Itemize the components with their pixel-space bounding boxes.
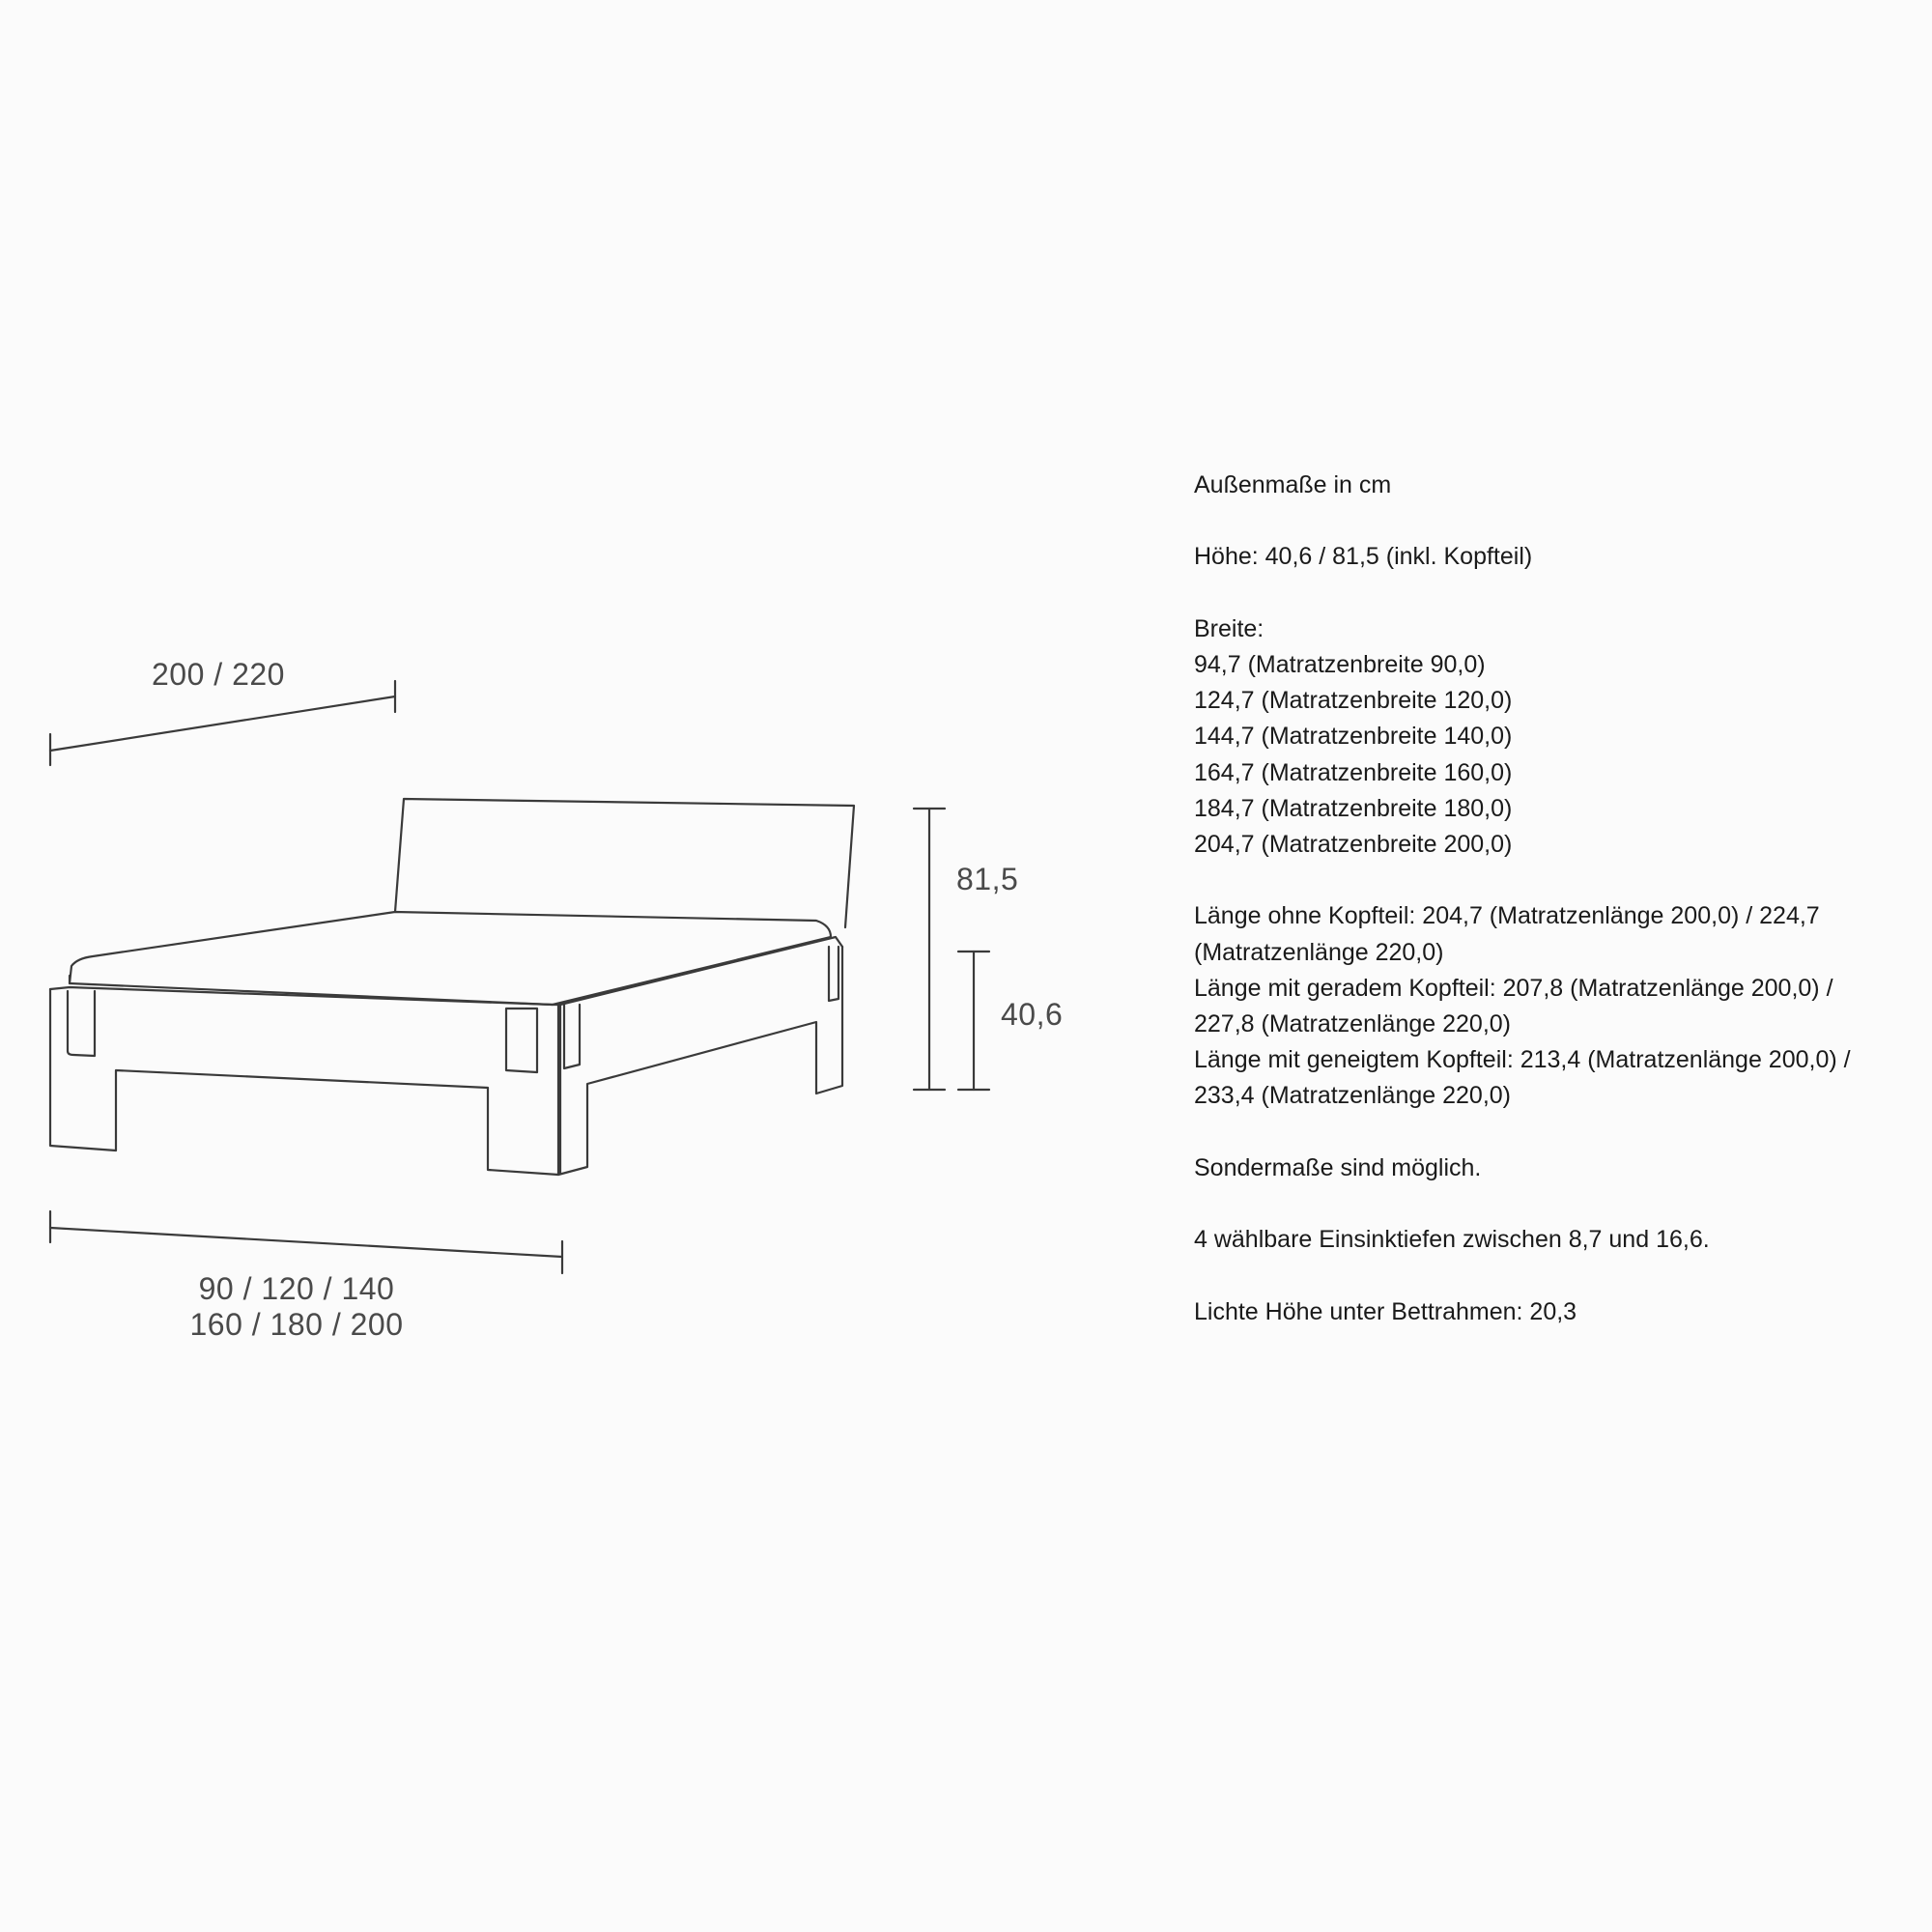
width-dimension-line bbox=[50, 1211, 562, 1273]
length-dimension-label: 200 / 220 bbox=[152, 657, 285, 692]
specs-width-item: 204,7 (Matratzenbreite 200,0) bbox=[1194, 831, 1513, 858]
specs-length-straight-head: Länge mit geradem Kopfteil: 207,8 (Matratzenlänge 200,0) / bbox=[1194, 974, 1833, 1002]
width-label-line-1: 90 / 120 / 140 bbox=[198, 1271, 395, 1306]
specifications-text bbox=[1194, 468, 1909, 1330]
specs-width-item: 184,7 (Matratzenbreite 180,0) bbox=[1194, 794, 1513, 822]
specs-height: Höhe: 40,6 / 81,5 (inkl. Kopfteil) bbox=[1194, 543, 1533, 571]
specs-clearance: Lichte Höhe unter Bettrahmen: 20,3 bbox=[1194, 1297, 1577, 1325]
height-headboard-label: 81,5 bbox=[956, 862, 1019, 896]
specs-width-item: 144,7 (Matratzenbreite 140,0) bbox=[1194, 723, 1513, 751]
length-dimension-line bbox=[50, 681, 395, 765]
height-frame-dimension-line bbox=[958, 952, 989, 1090]
specs-length-inclined-head: Länge mit geneigtem Kopfteil: 213,4 (Matratzenlänge 200,0) / bbox=[1194, 1046, 1851, 1074]
width-label-line-2: 160 / 180 / 200 bbox=[189, 1307, 404, 1342]
specs-width-item: 94,7 (Matratzenbreite 90,0) bbox=[1194, 650, 1486, 678]
width-dimension-label bbox=[189, 1271, 403, 1343]
height-headboard-dimension-line bbox=[914, 809, 945, 1090]
specs-sink-depths: 4 wählbare Einsinktiefen zwischen 8,7 und 16,6. bbox=[1194, 1226, 1710, 1254]
headboard bbox=[395, 799, 854, 927]
specs-title: Außenmaße in cm bbox=[1194, 471, 1392, 498]
specs-custom-sizes: Sondermaße sind möglich. bbox=[1194, 1153, 1482, 1181]
specs-length-block bbox=[1194, 898, 1909, 1114]
specs-width-item: 164,7 (Matratzenbreite 160,0) bbox=[1194, 758, 1513, 786]
specs-length-without-head: Länge ohne Kopfteil: 204,7 (Matratzenlänge 200,0) / 224,7 bbox=[1194, 902, 1820, 930]
specs-length-inclined-head-cont: 233,4 (Matratzenlänge 220,0) bbox=[1194, 1082, 1511, 1110]
specs-length-without-head-cont: (Matratzenlänge 220,0) bbox=[1194, 938, 1444, 966]
specs-width-heading: Breite: bbox=[1194, 614, 1264, 642]
specs-width-block bbox=[1194, 611, 1909, 863]
height-frame-label: 40,6 bbox=[1001, 997, 1064, 1032]
specs-width-item: 124,7 (Matratzenbreite 120,0) bbox=[1194, 687, 1513, 715]
bed-frame bbox=[50, 937, 842, 1175]
specs-length-straight-head-cont: 227,8 (Matratzenlänge 220,0) bbox=[1194, 1010, 1511, 1037]
